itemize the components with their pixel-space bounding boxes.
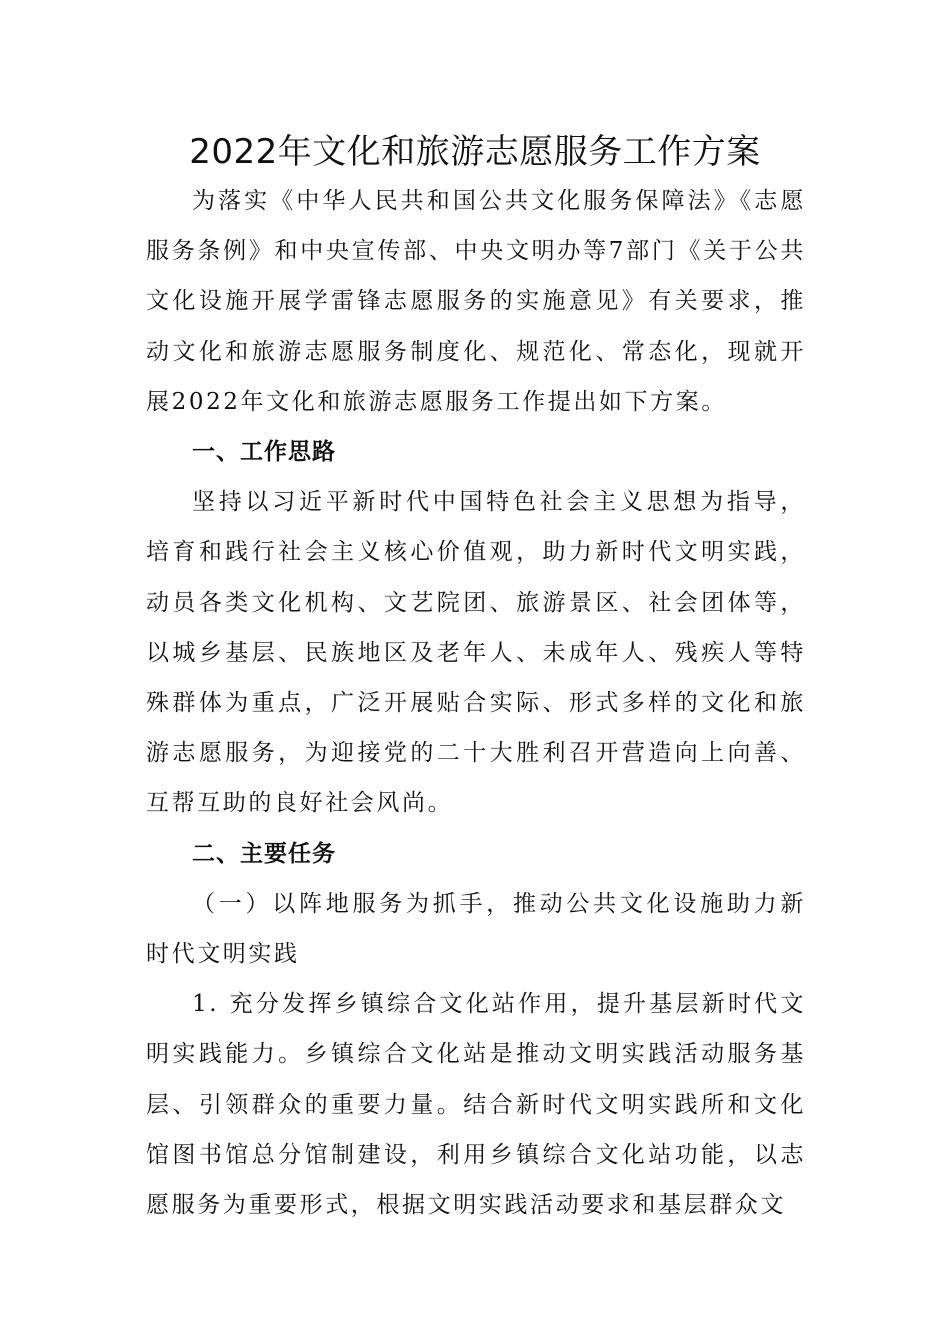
subsection-heading-1: （一）以阵地服务为抓手，推动公共文化设施助力新时代文明实践 [146, 890, 806, 968]
section-heading-1: 一、工作思路 [192, 439, 336, 466]
paragraph-intro: 为落实《中华人民共和国公共文化服务保障法》《志愿服务条例》和中央宣传部、中央文明办等7部门《关于公共文化设施开展学雷锋志愿服务的实施意见》有关要求，推动文化和旅游志愿服务制度化、规范化、常态化，现就开展2022年文化和旅游志愿服务工作提出如下方案。 [146, 188, 806, 415]
paragraph-item-1: 1. 充分发挥乡镇综合文化站作用，提升基层新时代文明实践能力。乡镇综合文化站是推动文明实践活动服务基层、引领群众的重要力量。结合新时代文明实践所和文化馆图书馆总分馆制建设，利用乡镇综合文化站功能，以志愿服务为重要形式，根据文明实践活动要求和基层群众文 [146, 991, 806, 1219]
document-body [146, 176, 806, 1230]
paragraph-work-approach: 坚持以习近平新时代中国特色社会主义思想为指导，培育和践行社会主义核心价值观，助力新时代文明实践，动员各类文化机构、文艺院团、旅游景区、社会团体等，以城乡基层、民族地区及老年人、未成年人、残疾人等特殊群体为重点，广泛开展贴合实际、形式多样的文化和旅游志愿服务，为迎接党的二十大胜利召开营造向上向善、互帮互助的良好社会风尚。 [146, 489, 806, 817]
section-heading-2: 二、主要任务 [192, 840, 336, 867]
document-title: 2022年文化和旅游志愿服务工作方案 [189, 132, 761, 172]
